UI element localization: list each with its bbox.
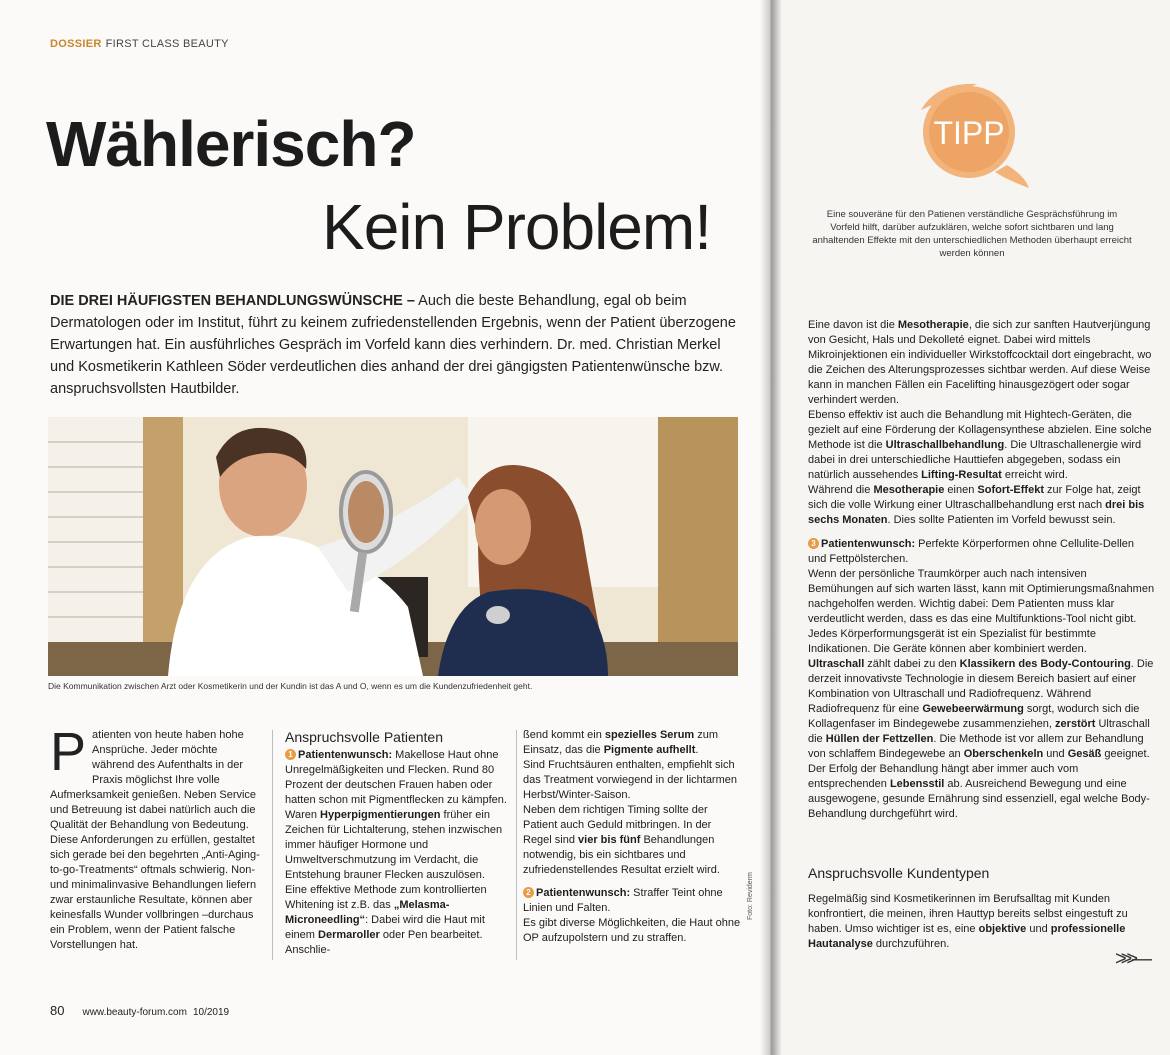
col3-text-1a: ßend kommt ein <box>523 729 605 741</box>
article-column-3 <box>523 728 743 946</box>
headline-line2: Kein Problem! <box>322 191 711 263</box>
r-text-6b: zählt dabei zu den <box>864 658 960 670</box>
r-text-6n: geeignet. <box>1101 748 1150 760</box>
wish-label-1: Patientenwunsch: <box>298 749 393 761</box>
right-paragraph-2 <box>808 408 1155 483</box>
intro-lead: DIE DREI HÄUFIGSTEN BEHANDLUNGSWÜNSCHE – <box>50 293 415 309</box>
page-gutter <box>760 0 782 1055</box>
right-column <box>808 318 1155 822</box>
col2-paragraph-3 <box>285 883 510 958</box>
right-paragraph-6 <box>808 657 1155 762</box>
section-label: DOSSIER <box>50 38 102 50</box>
r-text-2c: . Die Ultraschallenergie wird dabei in drei unterschiedliche Hauttiefen abgegeben, sodass ein natürlich aussehendes <box>808 439 1142 481</box>
right-paragraph-1 <box>808 318 1155 408</box>
col2-text-2b: Hyperpigmentierungen <box>320 809 441 821</box>
right-paragraph-8 <box>808 892 1155 952</box>
r-text-6a: Ultraschall <box>808 658 865 670</box>
page-number: 80 <box>50 1003 65 1018</box>
r-text-1c: , die sich zur sanften Hautverjüngung von Gesicht, Hals und Dekolleté eignet. Dabei wird mittels Mikroinjektionen ein individueller Wirkstoffcocktail dort eingebracht, wo die Zeichen des Alterungsprozesses sichtbar werden. Auf diese Weise kann in manchen Fällen ein Facelifting hinausgezögert oder sogar verhindert werden. <box>808 319 1152 406</box>
right-column-2 <box>808 892 1155 952</box>
headline-line1: Wählerisch? <box>46 108 416 180</box>
col2-text-3c: : Dabei wird die Haut mit einem <box>285 914 485 941</box>
col3-text-4: Straffer Teint ohne Linien und Falten. <box>523 887 723 914</box>
r-text-2e: erreicht wird. <box>1001 469 1068 481</box>
r-text-2a: Ebenso effektiv ist auch die Behandlung mit Hightech-Geräten, die gezielt auf eine Förderung der Kollagensynthese abzielen. Eine solche Methode ist die <box>808 409 1152 451</box>
r-text-2d: Lifting-Resultat <box>921 469 1002 481</box>
wish-label-2: Patientenwunsch: <box>536 887 631 899</box>
tipp-text: Eine souveräne für den Patienen verständliche Gesprächsführung im Vorfeld hilft, darüber aufzuklären, welche sofort sichtbaren und lang anhaltenden Effekte mit den unterschiedlichen Methoden überhaupt erreicht werden können <box>812 209 1132 259</box>
r-text-3g: . Dies sollte Patienten im Vorfeld bewusst sein. <box>887 514 1116 526</box>
right-paragraph-3 <box>808 483 1155 528</box>
r-text-6d: . Die derzeit innovativste Technologie in diesem Bereich basiert auf einer Kombination von Ultraschall und Radiofrequenz. Während Radiofrequenz für eine <box>808 658 1154 715</box>
r-text-6j: . Die Methode ist vor allem zur Behandlung von schlaffem Bindegewebe an <box>808 733 1144 760</box>
col1-text-1: atienten von heute haben hohe Ansprüche. Jeder möchte während des Aufenthalts in der Praxis möglichst Ihre volle Aufmerksamkeit genießen. Neben Service und Betreuung ist dabei natürlich auch die Qualität der Behandlung von Bedeutung. <box>50 729 257 831</box>
category-label: FIRST CLASS BEAUTY <box>105 38 229 50</box>
col3-text-3b: vier bis fünf <box>578 834 641 846</box>
wish-label-3: Patientenwunsch: <box>821 538 916 550</box>
article-column-1 <box>50 722 260 953</box>
article-column-2 <box>285 728 510 958</box>
col3-paragraph-4 <box>523 886 743 916</box>
intro-paragraph <box>50 290 740 400</box>
col2-text-3b: „Melasma-Microneedling“ <box>285 899 450 926</box>
r-text-3a: Während die <box>808 484 874 496</box>
tipp-label: TIPP <box>933 115 1005 151</box>
column-divider <box>272 730 273 960</box>
r-text-6g: zerstört <box>1055 718 1096 730</box>
page-footer <box>50 1003 229 1018</box>
col2-paragraph-2 <box>285 808 510 883</box>
r-text-7a: Der Erfolg der Behandlung hängt aber immer auch vom entsprechenden <box>808 763 1079 790</box>
right-page <box>772 0 1170 1055</box>
col2-text-3a: Eine effektive Methode zum kontrollierten Whitening ist z.B. das <box>285 884 487 911</box>
photo-credit: Foto: Reviderm <box>747 872 754 920</box>
speech-bubble-icon <box>907 80 1037 190</box>
col2-text-2c: früher ein Zeichen für Lichtalterung, stehen inzwischen immer häufiger Hormone und Umweltverschmutzung im Verdacht, die Entstehung brauner Flecken auszulösen. <box>285 809 503 881</box>
column-divider <box>516 730 517 960</box>
r-text-3e: zur Folge hat, zeigt sich die volle Wirkung einer Ultraschallbehandlung erst nach <box>808 484 1141 511</box>
r-text-3d: Sofort-Effekt <box>977 484 1044 496</box>
r-text-6f: sorgt, wodurch sich die Kollagenfaser im Bindegewebe zusammenziehen, <box>808 703 1140 730</box>
right-paragraph-4 <box>808 537 1155 567</box>
col3-text-1e: . <box>695 744 699 756</box>
r-text-8b: objektive <box>978 923 1027 935</box>
dropcap: P <box>50 722 87 782</box>
r-text-6k: Oberschenkeln <box>963 748 1044 760</box>
right-paragraph-5: Wenn der persönliche Traumkörper auch nach intensiven Bemühungen auf sich warten lässt, kann mit Optimierungsmaßnahmen nachgeholfen werden. Wichtig dabei: Dem Patienten muss klar verdeutlicht werden, dass es das eine Multifunktions-Tool nicht gibt. Jedes Körperformungsgerät ist ein Spezialist für bestimmte Indikationen. Die Geräte können aber kombiniert werden. <box>808 568 1155 655</box>
col3-text-3c: Behandlungen notwendig, bis ein sichtbares und zufriedenstellendes Resultat erzielt wird. <box>523 834 720 876</box>
r-text-8a: Regelmäßig sind Kosmetikerinnen im Berufsalltag mit Kunden konfrontiert, die meinen, ihren Hauttyp bereits selbst eingestuft zu haben. Umso wichtiger ist es, eine <box>808 893 1128 935</box>
intro-text: Auch die beste Behandlung, egal ob beim Dermatologen oder im Institut, führt zu keinem zufriedenstellenden Ergebnis, wenn der Patient überzogene Erwartungen hat. Ein ausführliches Gespräch im Vorfeld kann dies verhindern. Dr. med. Christian Merkel und Kosmetikerin Kathleen Söder verdeutlichen dies anhand der drei gängigsten Patientenwünsche bzw. anspruchsvollsten Hautbilder. <box>50 293 736 397</box>
number-badge-3: 3 <box>808 538 819 549</box>
r-text-8c: und <box>1026 923 1051 935</box>
r-text-6m: Gesäß <box>1067 748 1102 760</box>
r-text-7b: Lebensstil <box>889 778 945 790</box>
tipp-badge <box>907 80 1037 190</box>
r-text-6c: Klassikern des Body-Contouring <box>959 658 1131 670</box>
col3-text-1b: spezielles Serum <box>604 729 695 741</box>
photo-caption: Die Kommunikation zwischen Arzt oder Kosmetikerin und der Kundin ist das A und O, wenn es um die Kundenzufriedenheit geht. <box>48 681 533 691</box>
r-text-6i: Hüllen der Fettzellen <box>825 733 934 745</box>
r-text-7c: ab. Ausreichend Bewegung und eine ausgewogene, gesunde Ernährung sind essenziell, egal welche Body-Behandlung durchgeführt wird. <box>808 778 1150 820</box>
r-text-6h: Ultraschall die <box>808 718 1150 745</box>
col3-paragraph-3 <box>523 803 743 878</box>
footer-url: www.beauty-forum.com <box>82 1007 187 1018</box>
photo-illustration <box>48 417 738 676</box>
footer-issue: 10/2019 <box>192 1007 230 1018</box>
section-header <box>50 38 229 50</box>
col3-paragraph-1 <box>523 728 743 758</box>
col2-text-3d: Dermaroller <box>318 929 380 941</box>
right-heading: Anspruchsvolle Kundentypen <box>808 865 990 881</box>
col3-paragraph-2: Sind Fruchtsäuren enthalten, empfiehlt sich das Treatment vorwiegend in der lichtarmen Herbst/Winter-Saison. <box>523 759 737 801</box>
col2-heading: Anspruchsvolle Patienten <box>285 729 443 745</box>
col3-text-1d: Pigmente aufhellt <box>603 744 696 756</box>
col2-text-2a: Waren <box>285 809 321 821</box>
col3-paragraph-5: Es gibt diverse Möglichkeiten, die Haut ohne OP aufzupolstern und zu straffen. <box>523 917 741 944</box>
col1-paragraph-2: Diese Anforderungen zu erfüllen, gestaltet sich gerade bei den begehrten „Anti-Aging-to-go-Treatments“ oftmals schwierig. Non- und minimalinvasive Behandlungen liefern zwar erstaunliche Resultate, können aber keinesfalls Wunder vollbringen –durchaus ein Problem, wenn der Patient falsche Vorstellungen hat. <box>50 834 260 951</box>
r-text-4: Perfekte Körperformen ohne Cellulite-Dellen und Fettpölsterchen. <box>808 538 1135 565</box>
r-text-3f: drei bis sechs Monaten <box>808 499 1145 526</box>
number-badge-2: 2 <box>523 887 534 898</box>
col2-text-1: Makellose Haut ohne Unregelmäßigkeiten und Flecken. Rund 80 Prozent der deutschen Frauen haben oder hatten schon mit Pigmentflecken zu kämpfen. <box>285 749 507 806</box>
r-text-3b: Mesotherapie <box>873 484 945 496</box>
col1-paragraph-1 <box>50 722 260 833</box>
r-text-3c: einen <box>944 484 978 496</box>
right-paragraph-7 <box>808 762 1155 822</box>
r-text-1b: Mesotherapie <box>897 319 969 331</box>
r-text-8d: professionelle Hautanalyse <box>808 923 1126 950</box>
number-badge-1: 1 <box>285 749 296 760</box>
col3-text-1c: zum Einsatz, das die <box>523 729 719 756</box>
continue-arrow-icon: >>>— <box>1115 948 1147 970</box>
r-text-6e: Gewebeerwärmung <box>922 703 1024 715</box>
article-photo <box>48 417 738 676</box>
r-text-8e: durchzuführen. <box>872 938 950 950</box>
r-text-6l: und <box>1043 748 1068 760</box>
r-text-1a: Eine davon ist die <box>808 319 898 331</box>
col2-paragraph-1 <box>285 748 510 808</box>
col3-text-3a: Neben dem richtigen Timing sollte der Patient auch Geduld mitbringen. In der Regel sind <box>523 804 712 846</box>
col2-text-3e: oder Pen bearbeitet. Anschlie- <box>285 929 483 956</box>
r-text-2b: Ultraschallbehandlung <box>885 439 1005 451</box>
